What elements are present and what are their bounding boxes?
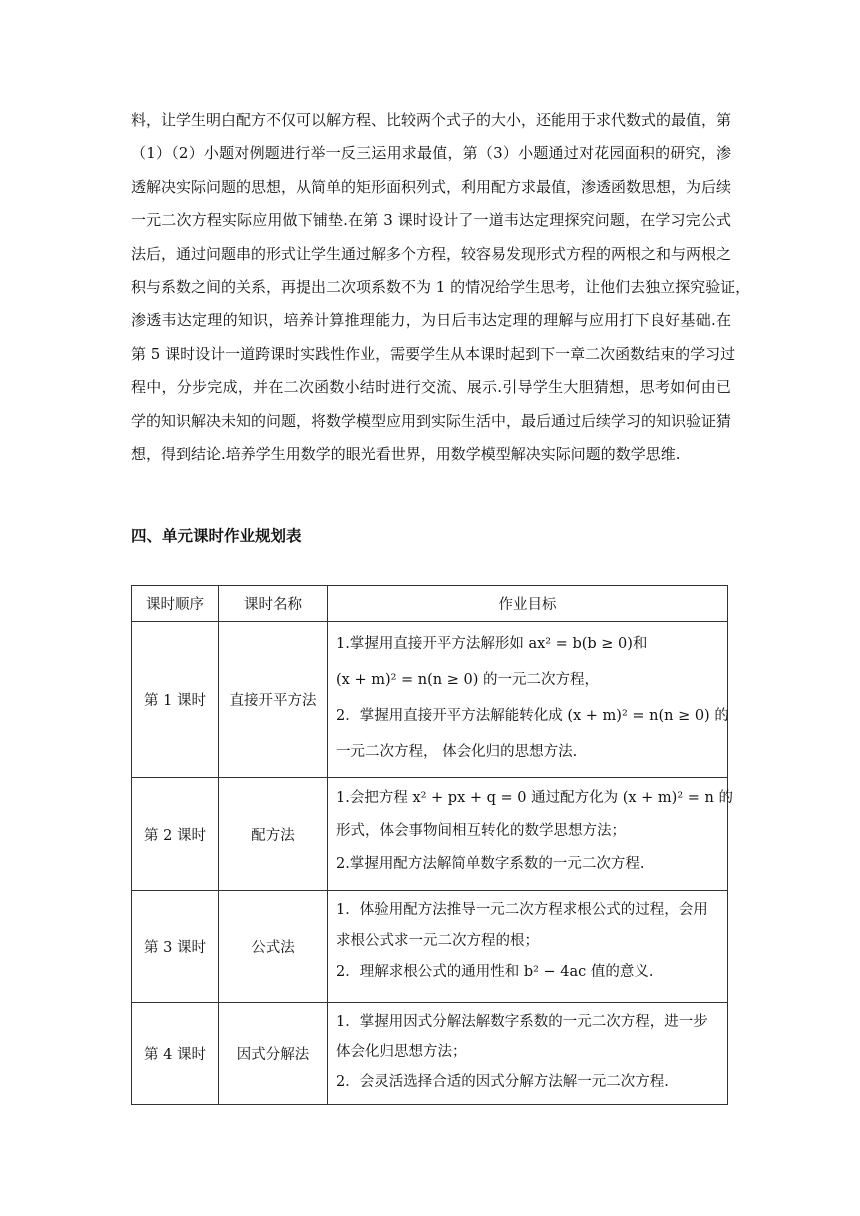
table-row [132, 778, 728, 891]
table-row [132, 891, 728, 1003]
goal-line: 2．会灵活选择合适的因式分解方法解一元二次方程. [336, 1074, 669, 1090]
paragraph-line: （1）（2）小题对例题进行举一反三运用求最值，第（3）小题通过对花园面积的研究，渗 [131, 144, 731, 163]
paragraph-line: 透解决实际问题的思想，从简单的矩形面积列式，利用配方求最值，渗透函数思想，为后续 [131, 177, 732, 196]
goal-line: 1．体验用配方法推导一元二次方程求根公式的过程，会用 [336, 902, 708, 918]
goal-line: 2．掌握用直接开平方法解能转化成 (x + m)² = n(n ≥ 0) 的 [336, 708, 729, 724]
paragraph-line: 积与系数之间的关系，再提出二次项系数不为 1 的情况给学生思考，让他们去独立探究验证， [131, 277, 751, 296]
goal-line: 1．掌握用因式分解法解数字系数的一元二次方程，进一步 [336, 1014, 708, 1030]
lesson-order: 第 4 课时 [132, 1003, 219, 1105]
paragraph-line: 程中，分步完成，并在二次函数小结时进行交流、展示.引导学生大胆猜想，思考如何由已 [131, 378, 731, 397]
lesson-order: 第 3 课时 [132, 891, 219, 1003]
paragraph-line: 法后，通过问题串的形式让学生通过解多个方程，较容易发现形式方程的两根之和与两根之 [131, 244, 732, 263]
lesson-goals [328, 891, 728, 1003]
table-row [132, 1003, 728, 1105]
goal-line: 一元二次方程， 体会化归的思想方法. [336, 744, 578, 760]
paragraph-line: 渗透韦达定理的知识，培养计算推理能力，为日后韦达定理的理解与应用打下良好基础.在 [131, 311, 731, 330]
table-header-row [132, 586, 728, 622]
goal-line: 2．理解求根公式的通用性和 b² − 4ac 值的意义. [336, 964, 654, 980]
goal-line: (x + m)² = n(n ≥ 0) 的一元二次方程， [336, 672, 599, 688]
header-goals: 作业目标 [328, 586, 728, 622]
paragraph-line: 料，让学生明白配方不仅可以解方程、比较两个式子的大小，还能用于求代数式的最值，第 [131, 111, 732, 129]
lesson-order: 第 2 课时 [132, 778, 219, 891]
goal-line: 体会化归思想方法； [336, 1044, 467, 1060]
goal-line: 2.掌握用配方法解简单数字系数的一元二次方程. [336, 856, 645, 872]
goal-line: 1.会把方程 x² + px + q = 0 通过配方化为 (x + m)² = n 的 [336, 790, 733, 806]
goal-line: 1.掌握用直接开平方法解形如 ax² = b(b ≥ 0)和 [336, 636, 648, 652]
paragraph-line: 第 5 课时设计一道跨课时实践性作业，需要学生从本课时起到下一章二次函数结束的学习过 [131, 344, 736, 363]
goal-line: 形式，体会事物间相互转化的数学思想方法； [336, 823, 626, 839]
lesson-goals [328, 778, 733, 891]
lesson-name: 公式法 [219, 891, 328, 1003]
lesson-order: 第 1 课时 [132, 622, 219, 778]
paragraph-line: 一元二次方程实际应用做下铺垫.在第 3 课时设计了一道韦达定理探究问题，在学习完公式 [131, 211, 731, 230]
table-row [132, 622, 728, 778]
paragraph-line: 想，得到结论.培养学生用数学的眼光看世界，用数学模型解决实际问题的数学思维. [131, 444, 681, 463]
header-order: 课时顺序 [132, 586, 219, 622]
section-heading: 四、单元课时作业规划表 [131, 526, 302, 545]
lesson-name: 因式分解法 [219, 1003, 328, 1105]
body-paragraph [131, 104, 751, 471]
lesson-goals [328, 1003, 728, 1105]
header-name: 课时名称 [219, 586, 328, 622]
homework-plan-table [131, 585, 733, 1105]
paragraph-line: 学的知识解决未知的问题，将数学模型应用到实际生活中，最后通过后续学习的知识验证猜 [131, 411, 732, 430]
lesson-goals [328, 622, 728, 778]
lesson-name: 配方法 [219, 778, 328, 891]
goal-line: 求根公式求一元二次方程的根； [336, 933, 539, 949]
lesson-name: 直接开平方法 [219, 622, 328, 778]
